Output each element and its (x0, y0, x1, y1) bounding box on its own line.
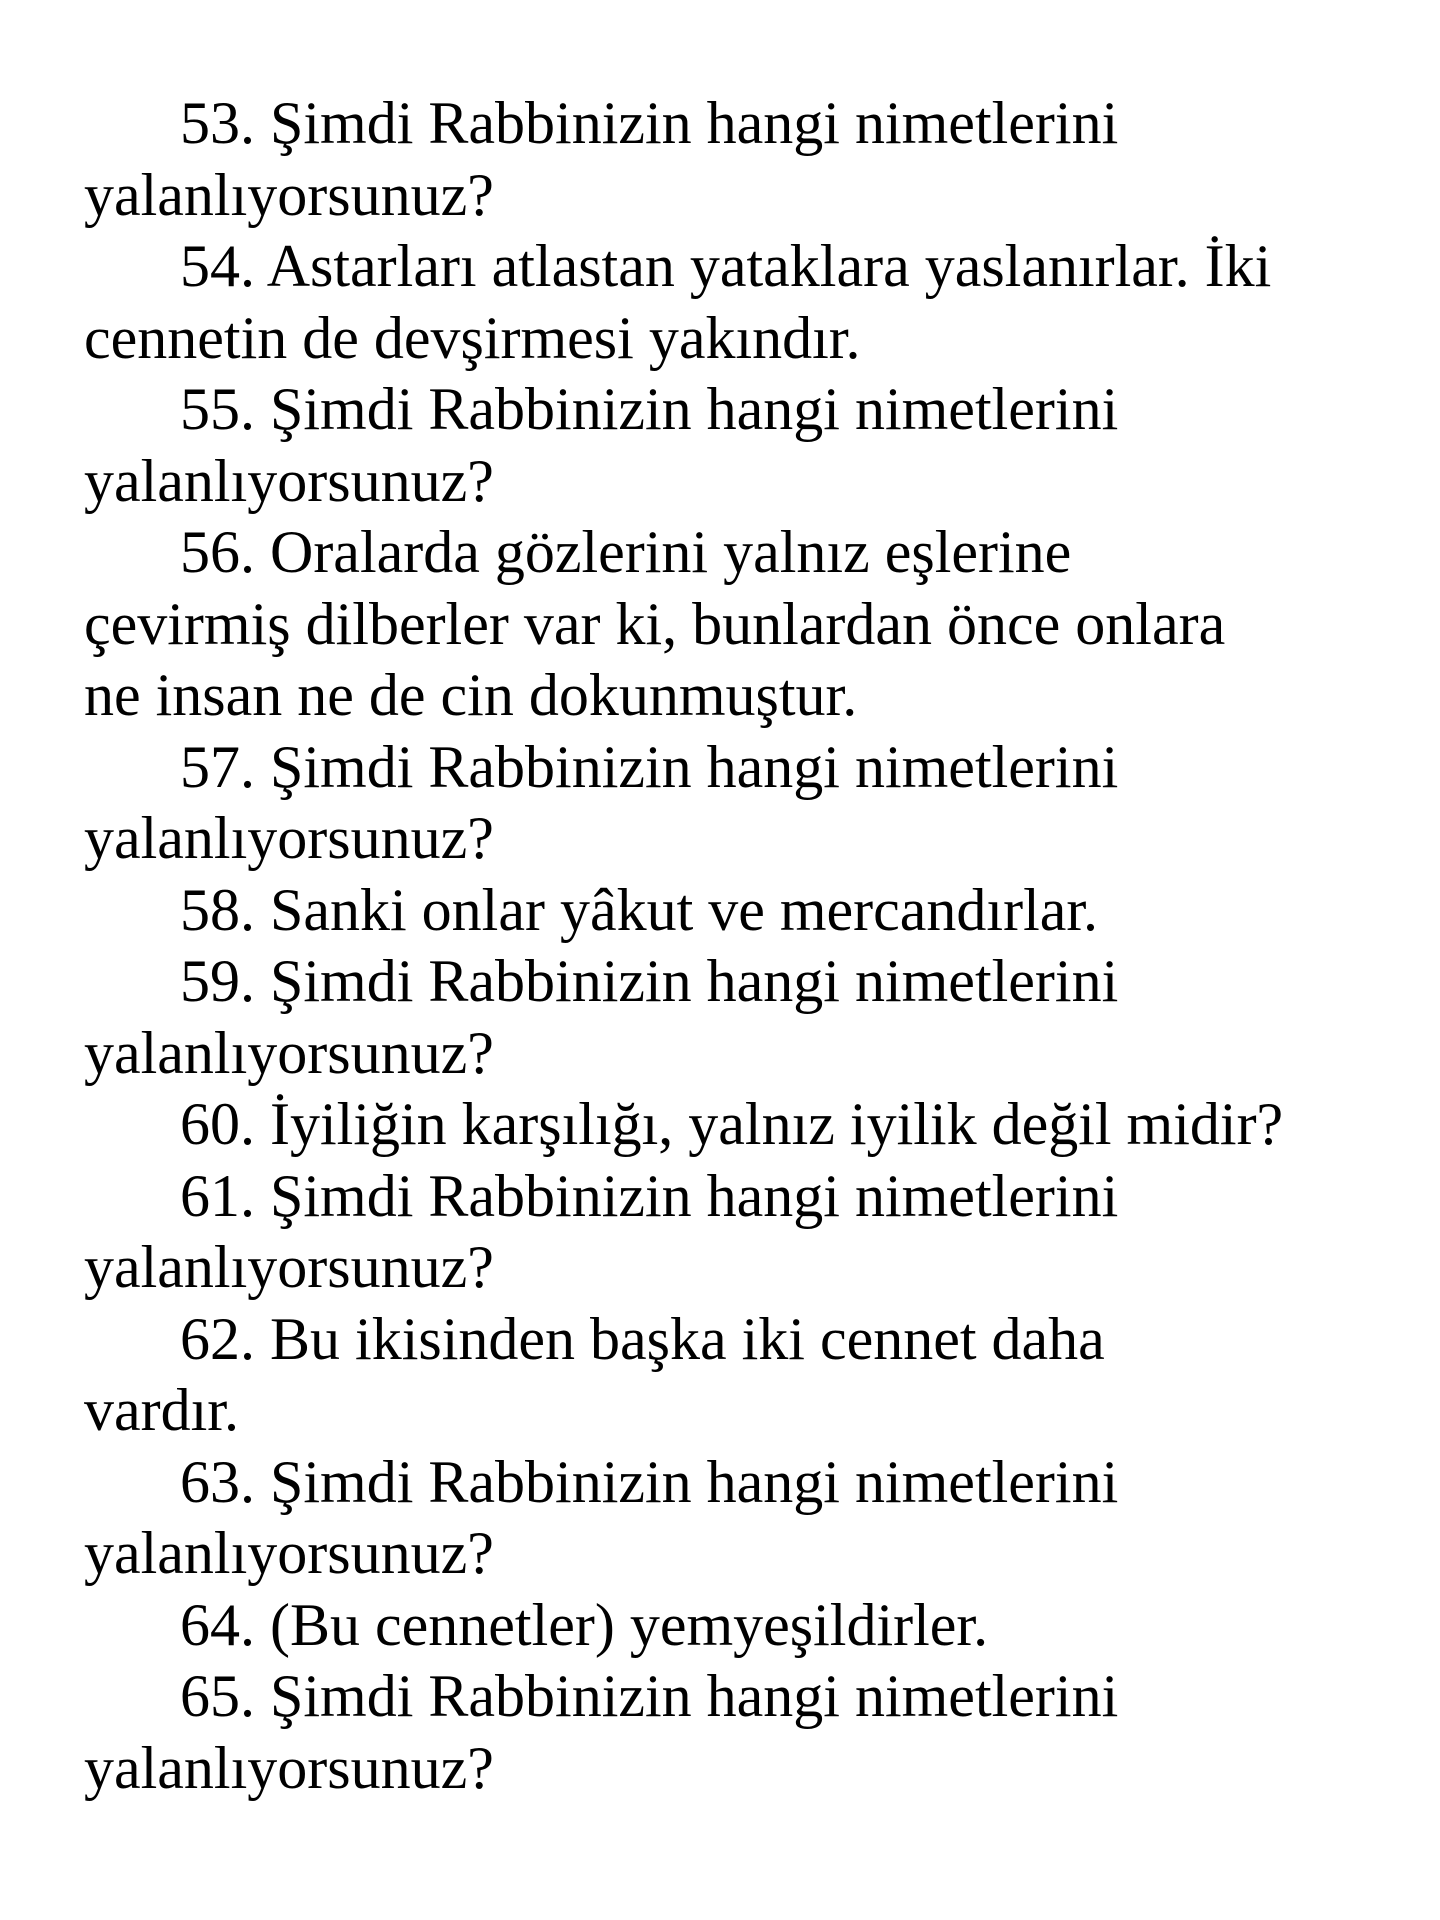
verse-63 (84, 1447, 1384, 1590)
verse-62 (84, 1304, 1384, 1447)
verse-62-line-2: vardır. (84, 1377, 239, 1443)
verse-61-line-1: 61. Şimdi Rabbinizin hangi nimetlerini (180, 1162, 1119, 1229)
verse-55-line-1: 55. Şimdi Rabbinizin hangi nimetlerini (180, 376, 1119, 442)
verse-61 (84, 1161, 1384, 1304)
verse-64-line-1: 64. (Bu cennetler) yemyeşildirler. (180, 1591, 989, 1658)
verse-56-line-1: 56. Oralarda gözlerini yalnız eşlerine (180, 519, 1072, 585)
verse-60-line-1: 60. İyiliğin karşılığı, yalnız iyilik değil midir? (180, 1091, 1284, 1157)
verse-62-line-1: 62. Bu ikisinden başka iki cennet daha (180, 1305, 1105, 1372)
verse-64 (84, 1590, 1384, 1662)
verse-53-line-1: 53. Şimdi Rabbinizin hangi nimetlerini (180, 90, 1119, 156)
verse-59-line-1: 59. Şimdi Rabbinizin hangi nimetlerini (180, 948, 1119, 1014)
verse-53 (84, 88, 1384, 231)
verse-58-line-1: 58. Sanki onlar yâkut ve mercandırlar. (180, 876, 1099, 943)
verse-56-line-2: çevirmiş dilberler var ki, bunlardan önce onlara (84, 590, 1226, 657)
verse-65-line-2: yalanlıyorsunuz? (84, 1734, 494, 1801)
verse-53-line-2: yalanlıyorsunuz? (84, 161, 494, 228)
document-page (84, 88, 1384, 1804)
verse-58 (84, 875, 1384, 947)
verse-63-line-1: 63. Şimdi Rabbinizin hangi nimetlerini (180, 1448, 1119, 1515)
verse-56 (84, 517, 1384, 732)
verse-59 (84, 946, 1384, 1089)
verse-57 (84, 732, 1384, 875)
verse-54 (84, 231, 1384, 374)
verse-63-line-2: yalanlıyorsunuz? (84, 1520, 494, 1586)
verse-65 (84, 1661, 1384, 1804)
verse-60 (84, 1089, 1384, 1161)
verse-59-line-2: yalanlıyorsunuz? (84, 1019, 494, 1086)
verse-65-line-1: 65. Şimdi Rabbinizin hangi nimetlerini (180, 1663, 1119, 1729)
verse-54-line-1: 54. Astarları atlastan yataklara yaslanırlar. İki (180, 233, 1272, 299)
verse-57-line-1: 57. Şimdi Rabbinizin hangi nimetlerini (180, 733, 1119, 800)
verse-55 (84, 374, 1384, 517)
verse-57-line-2: yalanlıyorsunuz? (84, 805, 494, 871)
verse-61-line-2: yalanlıyorsunuz? (84, 1234, 494, 1300)
verse-54-line-2: cennetin de devşirmesi yakındır. (84, 304, 861, 371)
verse-56-line-3: ne insan ne de cin dokunmuştur. (84, 662, 858, 728)
verse-55-line-2: yalanlıyorsunuz? (84, 447, 494, 514)
